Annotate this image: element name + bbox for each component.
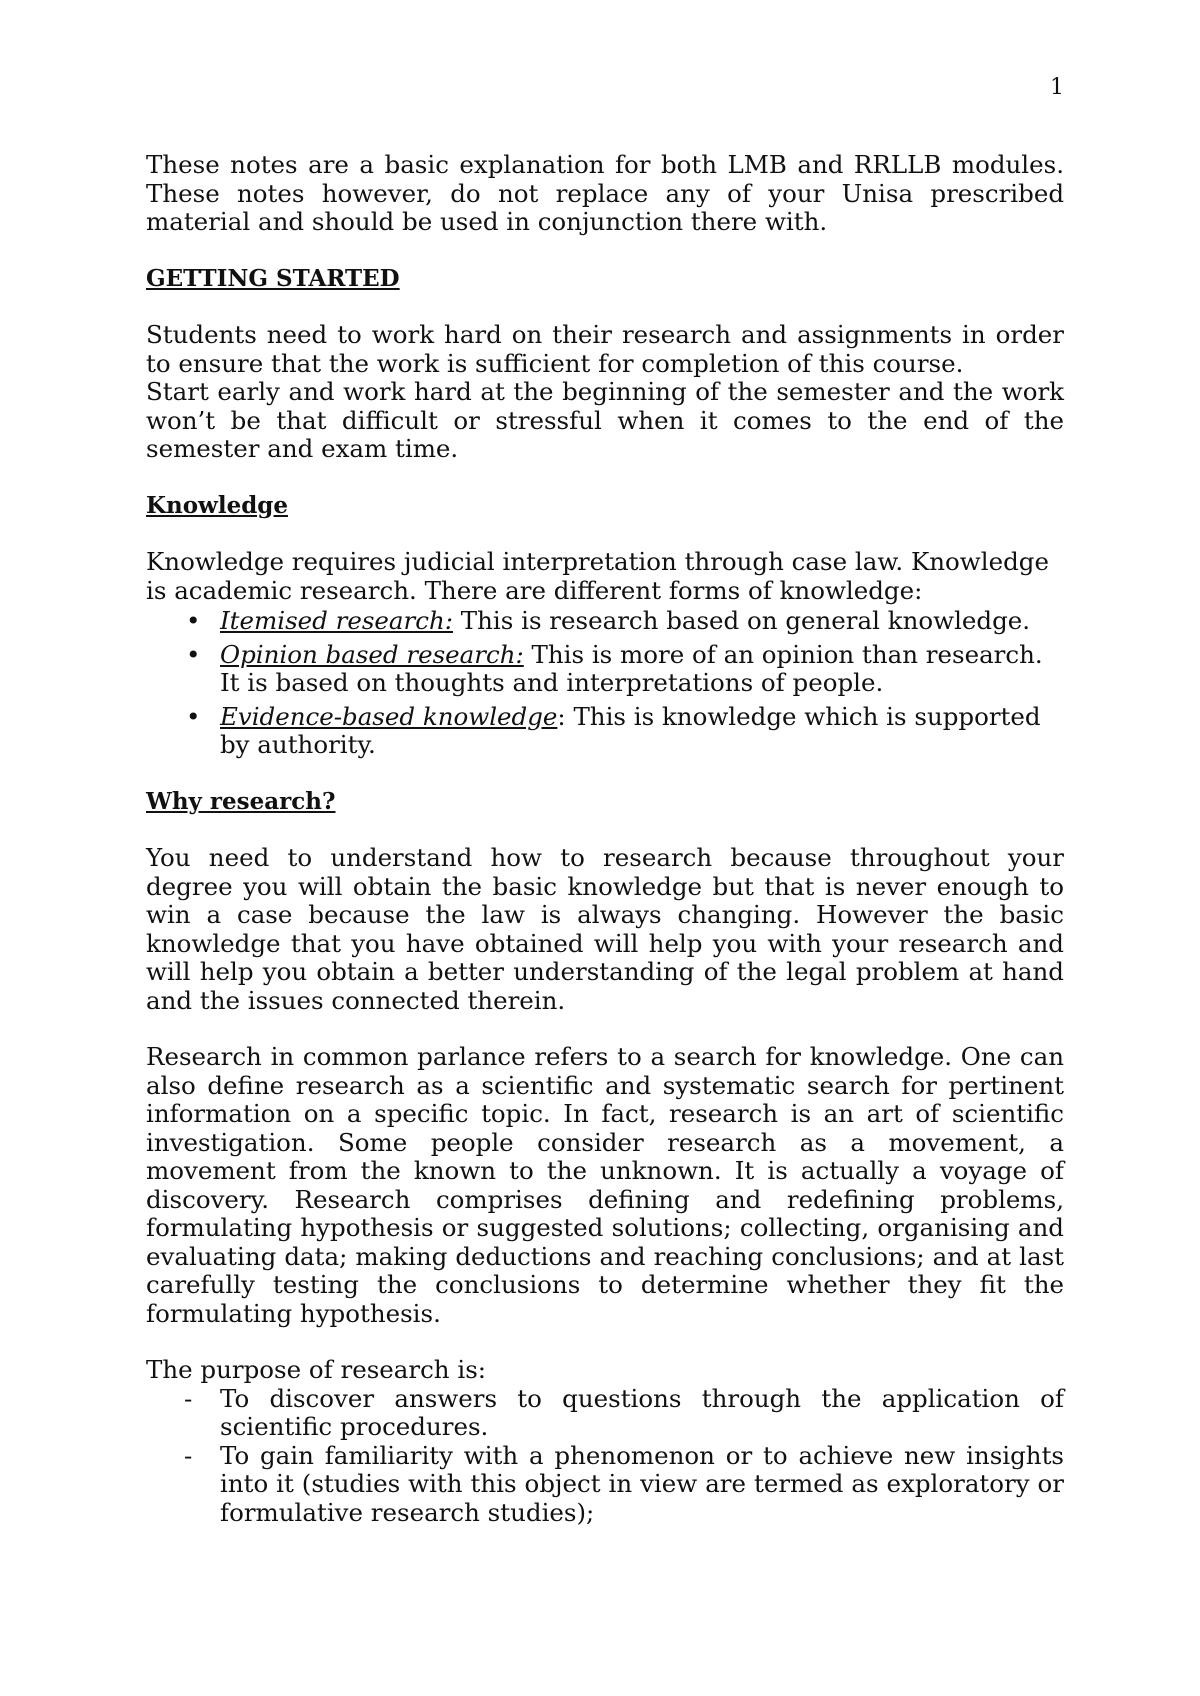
why-research-paragraph-1: You need to understand how to research because throughout your degree you will obtain the basic knowledge but that is never enough to win a case because the law is always changing. However the basic knowledge that you have obtained will help you with your research and will help you obtain a better understanding of the legal problem at hand and the issues connected therein. (146, 843, 1064, 1015)
page-number: 1 (1050, 75, 1064, 100)
knowledge-intro-paragraph: Knowledge requires judicial interpretation through case law. Knowledge is academic research. There are different forms of knowledge: (146, 547, 1049, 605)
dash-icon: - (184, 1383, 193, 1413)
list-item (146, 1385, 1064, 1442)
list-item (146, 607, 1064, 636)
list-item-term: Evidence-based knowledge (220, 701, 558, 731)
bullet-icon: • (186, 701, 201, 731)
section-heading-getting-started: GETTING STARTED (146, 264, 400, 292)
purpose-list (146, 1385, 1064, 1528)
dash-icon: - (184, 1440, 193, 1470)
list-item-term: Itemised research: (220, 606, 453, 635)
list-item-term: Opinion based research: (220, 639, 524, 669)
purpose-lead: The purpose of research is: (146, 1355, 487, 1384)
list-item (146, 703, 1064, 760)
section-heading-knowledge: Knowledge (146, 491, 289, 519)
getting-started-sentence-2: Start early and work hard at the beginning of the semester and the work won’t be that difficult or stressful when it comes to the end of the semester and exam time. (146, 377, 1064, 463)
list-item-text: To discover answers to questions through the application of scientific procedures. (220, 1383, 1064, 1441)
intro-paragraph: These notes are a basic explanation for both LMB and RRLLB modules. These notes however, do not replace any of your Unisa prescribed material and should be used in conjunction there with. (146, 150, 1064, 236)
bullet-icon: • (186, 639, 201, 669)
getting-started-paragraph (146, 321, 1064, 464)
list-item-text: This is research based on general knowledge. (453, 606, 1031, 635)
list-item-text: To gain familiarity with a phenomenon or to achieve new insights into it (studies with this object in view are termed as exploratory or formulative research studies); (220, 1440, 1064, 1527)
list-item (146, 641, 1064, 698)
bullet-icon: • (186, 606, 201, 635)
section-heading-why-research: Why research? (146, 787, 336, 815)
list-item (146, 1442, 1064, 1528)
document-body (146, 151, 1064, 1527)
list-item-text: This is more of an opinion than research. It is based on thoughts and interpretations of people. (220, 639, 1043, 697)
knowledge-forms-list (146, 607, 1064, 760)
list-item-text: : This is knowledge which is supported by authority. (220, 701, 1041, 759)
why-research-paragraph-2: Research in common parlance refers to a search for knowledge. One can also define research as a scientific and systematic search for pertinent information on a specific topic. In fact, research is an art of scientific investigation. Some people consider research as a movement, a movement from the known to the unknown. It is actually a voyage of discovery. Research comprises defining and redefining problems, formulating hypothesis or suggested solutions; collecting, organising and evaluating data; making deductions and reaching conclusions; and at last carefully testing the conclusions to determine whether they fit the formulating hypothesis. (146, 1042, 1064, 1328)
getting-started-sentence-1: Students need to work hard on their research and assignments in order to ensure that the work is sufficient for completion of this course. (146, 320, 1064, 378)
